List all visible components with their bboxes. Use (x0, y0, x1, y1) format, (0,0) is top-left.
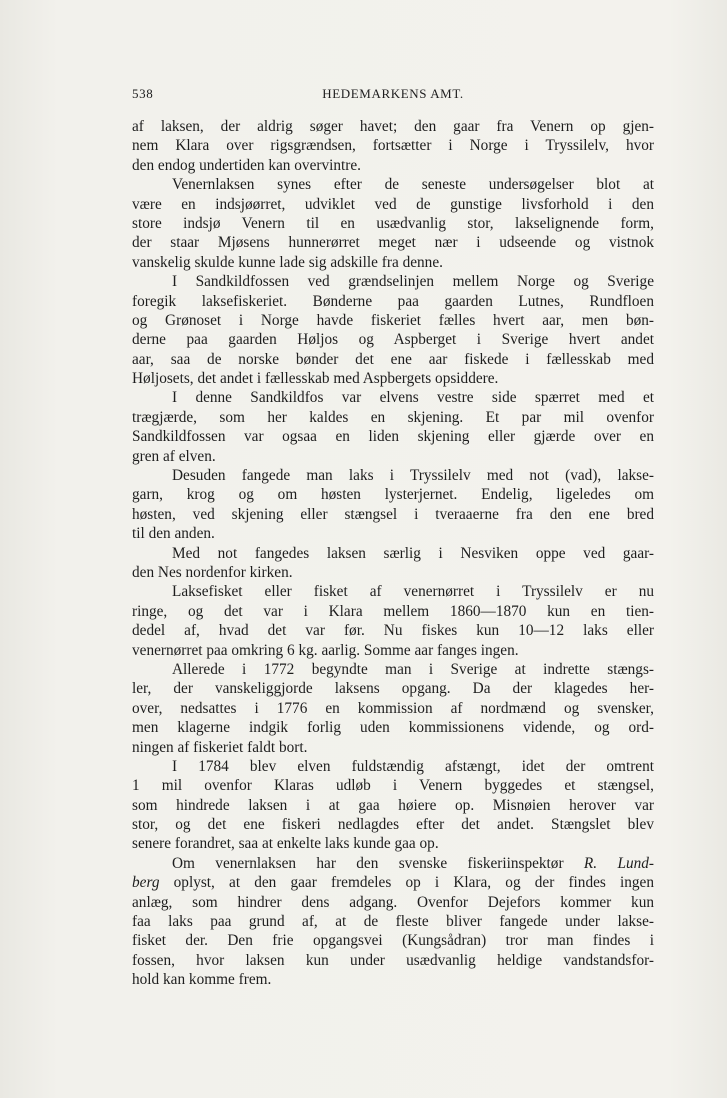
text-line: Høljosets, det andet i fællesskab med Aspbergets opsiddere. (132, 370, 499, 388)
text-line: der staar Mjøsens hunnerørret meget nær i udseende og vistnok (132, 234, 654, 252)
text-line: aar, saa de norske bønder det ene aar fiskede i fællesskab med (132, 350, 654, 368)
text-line: stor, og det ene fiskeri nedlagdes efter det andet. Stængslet blev (132, 816, 654, 834)
text-line: anlæg, som hindrer dens adgang. Ovenfor Dejefors kommer kun (132, 893, 654, 911)
text-line: I 1784 blev elven fuldstændig afstængt, idet der omtrent (172, 757, 654, 775)
text-line: store indsjø Venern til en usædvanlig stor, lakselignende form, (132, 214, 654, 232)
text-line: derne paa gaarden Høljos og Aspberget i Sverige hvert andet (132, 331, 654, 349)
text-line: gren af elven. (132, 447, 216, 465)
text-line: Venernlaksen synes efter de seneste undersøgelser blot at (172, 176, 654, 194)
text-line: hold kan komme frem. (132, 971, 272, 989)
text-line: trægjærde, som her kaldes en skjening. Et par mil ovenfor (132, 408, 654, 426)
running-title: HEDEMARKENS AMT. (322, 86, 464, 101)
text-line: Om venernlaksen har den svenske fiskeriinspektør R. Lund- (172, 854, 654, 872)
text-line: dedel af, hvad det var før. Nu fiskes kun 10—12 laks eller (132, 622, 654, 640)
page-header (132, 86, 654, 106)
text-line: ringe, og det var i Klara mellem 1860—1870 kun en tien- (132, 602, 654, 620)
paragraph (132, 660, 654, 757)
text-line: I Sandkildfossen ved grændselinjen mellem Norge og Sverige (172, 273, 654, 291)
text-line: være en indsjøørret, udviklet ved de gunstige livsforhold i den (132, 195, 654, 213)
text-line: I denne Sandkildfos var elvens vestre side spærret med et (172, 389, 654, 407)
text-line: som hindrede laksen i at gaa høiere op. Misnøien herover var (132, 796, 654, 814)
author-name: R. Lund- (583, 854, 654, 872)
text-line: Med not fangedes laksen særlig i Nesviken oppe ved gaar- (172, 544, 654, 562)
text-line: den Nes nordenfor kirken. (132, 563, 293, 581)
paragraph (132, 544, 654, 583)
text-line: venernørret paa omkring 6 kg. aarlig. Somme aar fanges ingen. (132, 641, 519, 659)
paragraph (132, 757, 654, 854)
paragraph (132, 388, 654, 466)
text-line: vanskelig skulde kunne lade sig adskille fra denne. (132, 253, 443, 271)
text-line: ler, der vanskeliggjorde laksens opgang. Da der klagedes her- (132, 680, 654, 698)
text-line: den endog undertiden kan overvintre. (132, 156, 361, 174)
text-line: Sandkildfossen var ogsaa en liden skjening eller gjærde over en (132, 428, 654, 446)
text-line: Desuden fangede man laks i Tryssilelv med not (vad), lakse- (172, 467, 654, 485)
text-line: foregik laksefiskeriet. Bønderne paa gaarden Lutnes, Rundfloen (132, 292, 654, 310)
paragraph (132, 272, 654, 388)
body-text (132, 117, 654, 990)
paragraph (132, 854, 654, 990)
text-line: over, nedsattes i 1776 en kommission af nordmænd og svensker, (132, 699, 654, 717)
text-line: nem Klara over rigsgrændsen, fortsætter i Norge i Tryssilelv, hvor (132, 137, 654, 155)
text-line: faa laks paa grund af, at de fleste bliver fangede under lakse- (132, 913, 654, 931)
text-line: Laksefisket eller fisket af venernørret i Tryssilelv er nu (172, 583, 654, 601)
paragraph (132, 175, 654, 272)
text-line: af laksen, der aldrig søger havet; den gaar fra Venern op gjen- (132, 118, 654, 135)
paragraph (132, 582, 654, 660)
text-line: garn, krog og om høsten lysterjernet. Endelig, ligeledes om (132, 486, 654, 504)
text-line: høsten, ved skjening eller stængsel i tveraaerne fra den ene bred (132, 505, 654, 523)
text-line: ningen af fiskeriet faldt bort. (132, 738, 308, 756)
paragraph (132, 466, 654, 544)
text-line: 1 mil ovenfor Klaras udløb i Venern byggedes et stængsel, (132, 777, 654, 795)
text-line: men klagerne indgik forlig uden kommissionens vidende, og ord- (132, 719, 654, 737)
text-line: senere forandret, saa at enkelte laks kunde gaa op. (132, 835, 439, 853)
text-line: berg oplyst, at den gaar fremdeles op i Klara, og der findes ingen (132, 874, 654, 892)
text-line: fisket der. Den frie opgangsvei (Kungsådran) tror man findes i (132, 932, 654, 950)
author-name: berg (132, 874, 160, 892)
page-number: 538 (132, 86, 154, 101)
text-line: og Grønoset i Norge havde fiskeriet fælles hvert aar, men bøn- (132, 311, 654, 329)
text-line: Allerede i 1772 begyndte man i Sverige at indrette stængs- (172, 660, 654, 678)
text-line: til den anden. (132, 525, 215, 543)
text-line: fossen, hvor laksen kun under usædvanlig heldige vandstandsfor- (132, 951, 654, 969)
paragraph (132, 117, 654, 175)
